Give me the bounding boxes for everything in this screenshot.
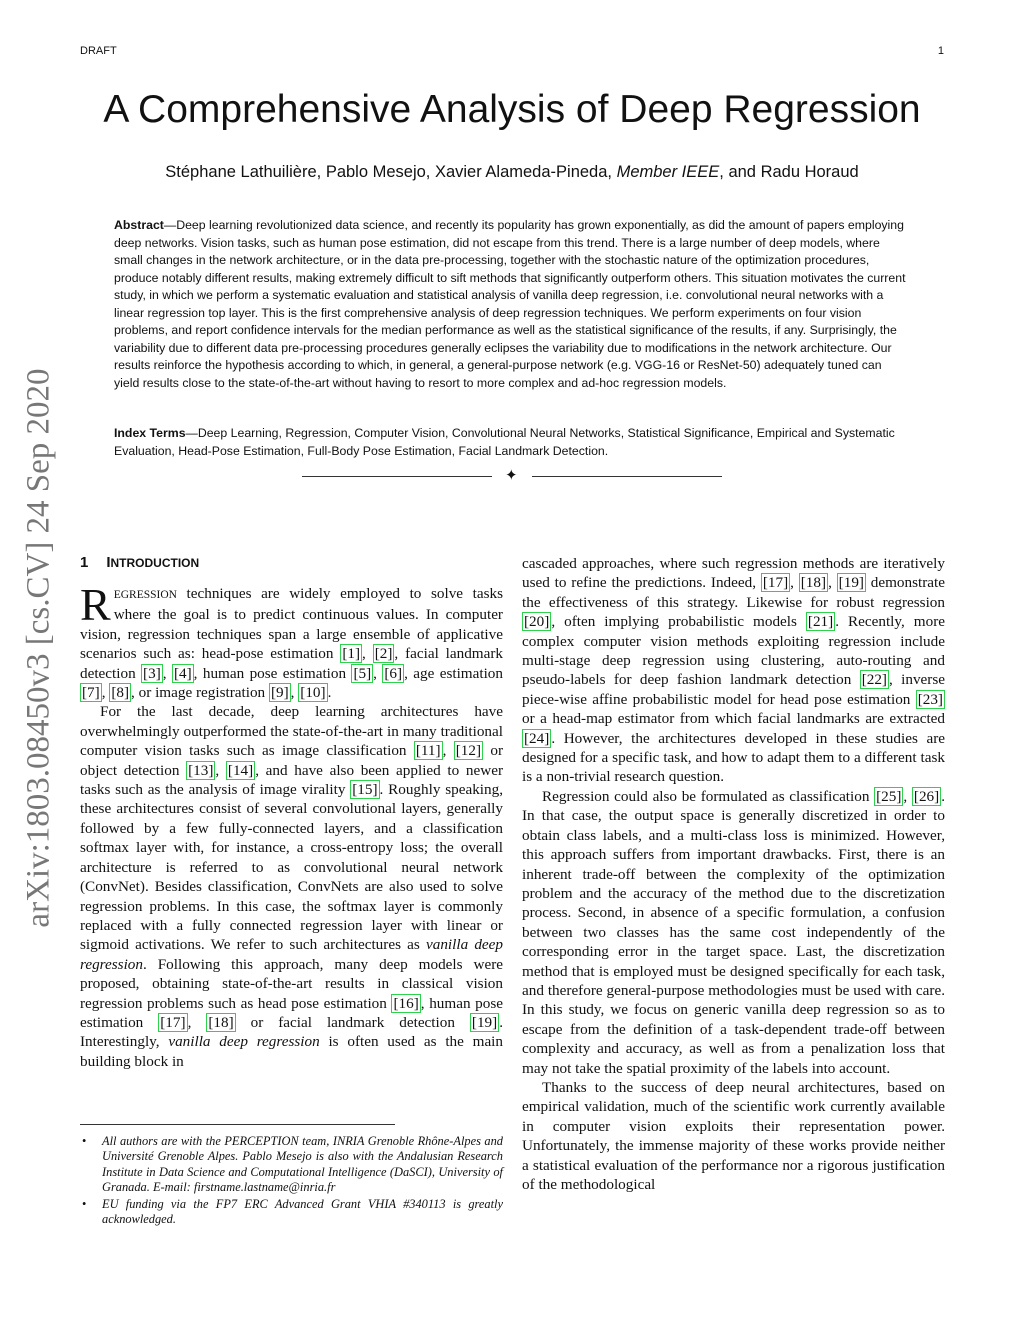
text-run: . Recently, more complex computer vision methods exploiting regression include multi-stage deep regression using clustering, auto-routing and pseudo-labels for deep fashion landmark detection	[522, 613, 945, 689]
text-run: or a head-map estimator from which facial landmarks are extracted	[522, 710, 945, 728]
citation-link[interactable]: [9]	[270, 684, 289, 702]
abstract-text: —Deep learning revolutionized data science, and recently its popularity has grown exponentially, as did the amount of papers employing deep networks. Vision tasks, such as human pose estimation, did not escape from this trend. There is a large number of deep models, where small changes in the network architecture, or in the data pre-processing, together with the stochastic nature of the optimization procedures, produce notably different results, making extremely difficult to sift methods that significantly outperform others. This situation motivates the current study, in which we perform a systematic evaluation and statistical analysis of vanilla deep regression, i.e. convolutional neural networks with a linear regression top layer. This is the first comprehensive analysis of deep regression techniques. We perform experiments on four vision problems, and report confidence intervals for the median performance as well as the statistical significance of the results, if any. Surprisingly, the variability due to different data pre-processing procedures generally eclipses the variability due to modifications in the network architecture. Our results reinforce the hypothesis according to which, in general, a general-purpose network (e.g. VGG-16 or ResNet-50) adequately tuned can yield results close to the state-of-the-art without having to resort to more complex and ad-hoc regression models.	[114, 218, 906, 390]
text-run: ,	[290, 684, 299, 702]
citation-link[interactable]: [20]	[524, 613, 550, 631]
text-run: , age estimation	[404, 664, 503, 682]
text-run: Thanks to the success of deep neural architectures, based on empirical validation, much of the scientific work currently available in computer vision exploits their representation power. Unfortunately, the immense majority of these works provide neither a statistical evaluation of the performance nor a rigorous justification of the methodological	[522, 1078, 945, 1193]
citation-link[interactable]: [12]	[455, 742, 482, 760]
text-run: , inverse piece-wise affine probabilistic model for head pose estimation	[522, 671, 945, 708]
right-column	[522, 554, 945, 1194]
footnote-item	[80, 1197, 503, 1228]
citation-link[interactable]: [1]	[342, 645, 361, 663]
index-terms	[114, 425, 910, 460]
intro-paragraph-1	[80, 579, 503, 702]
intro-paragraph-3	[522, 554, 945, 787]
citation-link[interactable]: [24]	[524, 729, 550, 747]
separator-diamond-icon: ✦	[505, 468, 518, 484]
citation-link[interactable]: [22]	[861, 671, 887, 689]
text-run: , human pose estimation	[193, 664, 352, 682]
text-run: ,	[187, 1013, 192, 1031]
footnote-item	[80, 1134, 503, 1195]
citation-link[interactable]: [8]	[111, 684, 130, 702]
intro-paragraph-4	[522, 787, 945, 1078]
text-run: or facial landmark detection	[235, 1013, 470, 1031]
abstract-label: Abstract	[114, 218, 164, 232]
arxiv-id: arXiv:1803.08450v3 [cs.CV] 24 Sep 2020	[20, 367, 57, 928]
citation-link[interactable]: [2]	[374, 645, 393, 663]
text-run: ,	[828, 574, 837, 592]
section-heading	[80, 554, 199, 571]
citation-link[interactable]: [17]	[160, 1013, 186, 1031]
citation-link[interactable]: [13]	[188, 761, 214, 779]
index-terms-label: Index Terms	[114, 426, 186, 440]
footnote-text: All authors are with the PERCEPTION team, INRIA Grenoble Rhône-Alpes and Université Grenoble Alpes. Pablo Mesejo is also with the Andalusian Research Institute in Data Science and Computational Intelligence (DaSCI), University of Granada. E-mail: firstname.lastname@inria.fr	[102, 1134, 503, 1194]
citation-link[interactable]: [16]	[393, 994, 419, 1012]
text-run: . Interestingly,	[80, 1013, 504, 1051]
text-run: , often implying probabilistic models	[551, 613, 806, 631]
left-column	[80, 579, 504, 1071]
citation-link[interactable]: [6]	[384, 664, 403, 682]
footnote-rule	[80, 1124, 395, 1125]
text-run: ,	[373, 664, 383, 682]
bullet-icon: •	[82, 1134, 87, 1148]
citation-link[interactable]: [18]	[208, 1013, 234, 1031]
text-run: . Roughly speaking, these architectures consist of several convolutional layers, generally followed by a few fully-connected layers, and a classification softmax layer with, for instance, a cross-entropy loss; the overall architecture is referred to as convolutional neural network (ConvNet). Besides classification, ConvNets are also used to solve regression problems. In this case, the softmax layer is commonly replaced with a fully connected regression layer with linear or sigmoid activations. We refer to such architectures as	[80, 781, 503, 954]
text-run: , and have also been applied to newer tasks such as the analysis of image virality	[80, 761, 503, 799]
intro-paragraph-2	[80, 702, 503, 1071]
drop-cap: R	[80, 579, 111, 630]
citation-link[interactable]: [11]	[415, 742, 441, 760]
text-run: ,	[442, 742, 454, 760]
text-run: ,	[101, 684, 110, 702]
section-title-rest: NTRODUCTION	[110, 556, 200, 570]
text-run: , or image registration	[131, 684, 269, 702]
text-run: ,	[362, 645, 373, 663]
separator-left-line	[302, 476, 492, 477]
text-run: or object detection	[80, 742, 504, 779]
text-run: . However, the architectures developed in these studies are designed for a specific task, and how to adapt them to a different task is a non-trivial research question.	[522, 729, 945, 786]
separator-right-line	[532, 476, 722, 477]
paper-title: A Comprehensive Analysis of Deep Regression	[103, 88, 921, 131]
text-run: ,	[903, 787, 912, 805]
index-terms-text: —Deep Learning, Regression, Computer Vision, Convolutional Neural Networks, Statistical Significance, Empirical and Systematic Evaluation, Head-Pose Estimation, Full-Body Pose Estimation, Facial Landmark Detection.	[114, 426, 895, 458]
citation-link[interactable]: [14]	[227, 761, 254, 779]
smallcaps-word: EGRESSION	[113, 589, 177, 601]
citation-link[interactable]: [3]	[143, 664, 161, 682]
section-number: 1	[80, 554, 89, 571]
citation-link[interactable]: [25]	[876, 787, 902, 805]
author-names-end: , and Radu Horaud	[719, 163, 859, 181]
text-run: . In that case, the output space is generally discretized in order to obtain class labels, and a multi-class loss is minimized. However, this approach suffers from important drawbacks. First, there is an inherent trade-off between the complexity of the optimization problem and the accuracy of the method due to the discretization process. Second, in absence of a specific formulation, a confusion between two classes has the same cost independently of the corresponding error in the target space. Last, the discretization method that is employed must be designed specifically for each task, and therefore general-purpose methodologies must be used with care. In this study, we focus on generic vanilla deep regression so as to escape from the definition of a task-dependent trade-off between complexity and accuracy, as well as from a penalization loss that may not take the spatial proximity of the labels into account.	[522, 787, 945, 1077]
running-header-draft: DRAFT	[80, 45, 117, 57]
text-run: is often used as the main building block in	[80, 1033, 503, 1070]
citation-link[interactable]: [18]	[800, 574, 827, 592]
text-run: demonstrate the effectiveness of this strategy. Likewise for robust regression	[522, 574, 946, 611]
text-run: For the last decade, deep learning architectures have overwhelmingly outperformed the state-of-the-art in many traditional computer vision tasks such as image classification	[80, 703, 503, 760]
author-list	[0, 163, 1024, 182]
bullet-icon: •	[82, 1197, 87, 1212]
citation-link[interactable]: [23]	[917, 690, 943, 708]
emphasis: vanilla deep regression	[168, 1033, 320, 1051]
citation-link[interactable]: [10]	[300, 684, 326, 702]
page-number: 1	[937, 45, 944, 57]
intro-paragraph-5	[522, 1078, 945, 1194]
footnote-text: EU funding via the FP7 ERC Advanced Grant VHIA #340113 is greatly acknowledged.	[102, 1197, 503, 1227]
citation-link[interactable]: [19]	[838, 574, 864, 592]
text-run: . Following this approach, many deep models were proposed, obtaining state-of-the-art results in classical vision regression problems such as head pose estimation	[80, 955, 503, 1012]
citation-link[interactable]: [26]	[913, 787, 940, 805]
author-names: Stéphane Lathuilière, Pablo Mesejo, Xavier Alameda-Pineda,	[165, 163, 617, 181]
text-run: Regression could also be formulated as classification	[542, 787, 875, 805]
author-membership: Member IEEE	[616, 163, 720, 181]
abstract	[114, 217, 910, 392]
arxiv-watermark	[14, 350, 64, 945]
citation-link[interactable]: [7]	[82, 684, 100, 702]
text-run: .	[327, 684, 332, 702]
text-run: ,	[215, 761, 226, 779]
section-initial: I	[106, 554, 111, 571]
citation-link[interactable]: [21]	[807, 613, 834, 631]
citation-link[interactable]: [17]	[762, 574, 789, 592]
text-run: , facial landmark detection	[80, 645, 503, 682]
citation-link[interactable]: [19]	[471, 1013, 498, 1031]
text-run: cascaded approaches, where such regression methods are iteratively used to refine the predictions. Indeed,	[522, 555, 945, 592]
footnotes	[80, 1134, 503, 1230]
text-run: , human pose estimation	[80, 994, 503, 1031]
emphasis: vanilla deep regression	[80, 936, 503, 973]
text-run: techniques are widely employed to solve tasks where the goal is to predict continuous values. In computer vision, regression techniques span a large ensemble of applicative scenarios such as: head-pose estimation	[80, 585, 503, 663]
text-run: ,	[162, 664, 172, 682]
citation-link[interactable]: [15]	[352, 781, 378, 799]
text-run: ,	[790, 574, 799, 592]
citation-link[interactable]: [5]	[353, 664, 372, 682]
citation-link[interactable]: [4]	[173, 664, 192, 682]
